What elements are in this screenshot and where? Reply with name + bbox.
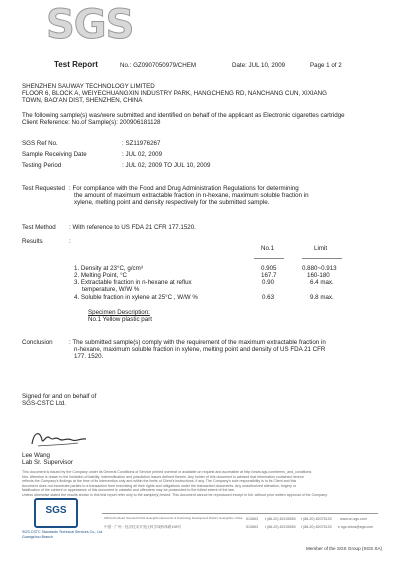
company-address-2: TOWN, BAO'AN DIST, SHENZHEN, CHINA — [22, 97, 143, 104]
footer-address: 198 Kezhu Road, Scientech Park Guangzhou Economic & Technology Development District, Guangzhou, China — [104, 516, 243, 520]
result-limit-4: 9.8 max. — [310, 294, 334, 301]
intro-line-2: Client Reference: No.of Sample(s): 200906181128 — [22, 119, 161, 126]
fine-print-5: falsification of the content or appearance of this document is unlawful and offenders may be prosecuted to the fullest extent of the law. — [22, 488, 235, 492]
conclusion-line-1: : The submitted sample(s) comply with the requirement of the maximum extractable fraction in — [69, 339, 326, 346]
report-date: Date: JUL 10, 2009 — [232, 62, 286, 69]
footer-company-1: SGS-CSTC Standards Technical Services Co., Ltd. — [22, 530, 104, 534]
footer-member: Member of the SGS Group (SGS SA) — [306, 546, 383, 551]
specimen-text: No.1 Yellow plastic part — [88, 316, 152, 323]
footer-tel: t (86-20) 82155555 — [265, 517, 296, 521]
info-value-receiving: : JUL 02, 2009 — [122, 151, 163, 158]
result-limit-1: 0.880~0.913 — [302, 265, 337, 272]
footer-company-2: Guangzhou Branch — [22, 535, 53, 539]
company-address-1: FLOOR 6, BLOCK A, WEIYECHUANGXIN INDUSTRY PARK, HANGCHENG RD, NANCHANG CUN, XIXIANG — [22, 90, 327, 97]
result-limit-3: 6.4 max. — [310, 279, 334, 286]
result-no1-4: 0.63 — [262, 294, 275, 301]
fine-print-3: reflects the Company's findings at the time of its intervention only and within the limits of Client's instructions, if any. The Company's sole responsibility is to its Client and this — [22, 479, 297, 483]
signed-line-1: Signed for and on behalf of — [22, 393, 97, 400]
footer-zip-2: 510663 — [246, 525, 258, 529]
footer-address-cn: 中国 · 广州 · 经济技术开发区科学城科珠路198号 — [104, 525, 182, 529]
test-requested-line-2: the amount of maximum extractable fraction in n-hexane, maximum soluble fraction in — [74, 192, 309, 199]
signed-line-2: SGS-CSTC Ltd. — [22, 400, 67, 407]
sgs-seal: SGS — [34, 498, 78, 528]
footer-zip-1: 510663 — [246, 517, 258, 521]
page-indicator: Page 1 of 2 — [310, 62, 342, 69]
result-item-3: 3. Extractable fraction in n-hexane at reflux — [74, 279, 192, 286]
footer-tel-2: t (86-20) 82155555 — [265, 525, 296, 529]
company-name: SHENZHEN SAUWAY TECHNOLOGY LIMITED — [22, 83, 155, 90]
footer-rule — [102, 513, 378, 514]
fine-print-2: htm. Attention is drawn to the limitation of liability, indemnification and jurisdiction issues defined therein. Any holder of this document is advised that information contained hereon — [22, 474, 304, 479]
fine-print-6: Unless otherwise stated the results shown in this test report refer only to the sample(s) tested. This document cannot be reproduced except in full, without prior written approval of the Company. — [22, 492, 328, 497]
result-limit-2: 160-180 — [307, 272, 330, 279]
report-title: Test Report — [54, 60, 98, 69]
result-no1-2: 167.7 — [261, 272, 277, 279]
footer-mail: e sgs.china@sgs.com — [338, 525, 374, 529]
intro-line-1: The following sample(s) was/were submitted and identified on behalf of the applicant as Electronic cigarettes cartridge — [22, 112, 345, 119]
info-value-testing: : JUL 02, 2009 TO JUL 10, 2009 — [122, 162, 211, 169]
test-method-label: Test Method — [22, 224, 56, 231]
info-label-testing: Testing Period — [22, 162, 62, 169]
col-no1-rule — [254, 258, 284, 259]
col-limit-rule — [302, 258, 342, 259]
conclusion-label: Conclusion — [22, 339, 53, 346]
footer-web: www.cn.sgs.com — [340, 517, 367, 521]
info-label-ref: SGS Ref No. — [22, 140, 58, 147]
results-colon: : — [69, 238, 71, 245]
info-value-ref: : SZ11976267 — [122, 140, 161, 147]
results-col-limit: Limit — [314, 245, 328, 252]
report-number: No.: GZ0907050979/CHEM — [120, 62, 197, 69]
fine-print-4: document does not exonerate parties to a transaction from exercising all their rights and obligations under the transaction documents. Any unauthorized alteration, forgery or — [22, 483, 297, 488]
signer-title: Lab Sr. Supervisor — [22, 459, 73, 466]
results-label: Results — [22, 238, 43, 245]
footer-fax: f (86-20) 82075125 — [301, 517, 332, 521]
result-item-2: 2. Melting Point, °C — [74, 272, 128, 279]
test-requested-label: Test Requested — [22, 185, 65, 192]
fine-print-1: This document is issued by the Company under its General Conditions of Service printed overleaf or available on request and accessible at http://www.sgs.com/terms_and_conditions — [22, 470, 312, 474]
result-no1-1: 0.905 — [261, 265, 277, 272]
signature-image — [28, 426, 88, 450]
sgs-logo: SGS — [46, 2, 134, 48]
test-requested-line-3: xylene, melting point and density respectively for the submitted sample. — [74, 199, 270, 206]
result-no1-3: 0.90 — [262, 279, 275, 286]
conclusion-line-3: 177. 1520. — [74, 353, 104, 360]
footer-fax-2: f (86-20) 82075125 — [301, 525, 332, 529]
result-item-1: 1. Density at 23°C, g/cm³ — [74, 265, 143, 272]
conclusion-line-2: n-hexane, maximum soluble fraction in xylene, melting point and density of US FDA 21 CFR — [74, 346, 326, 353]
info-label-receiving: Sample Receiving Date — [22, 151, 87, 158]
test-requested-line-1: : For compliance with the Food and Drug Administration Regulations for determining — [69, 185, 299, 192]
specimen-title: Specimen Description: — [88, 309, 150, 316]
results-col-no1: No.1 — [261, 245, 275, 252]
signer-name: Lee Wang — [22, 452, 50, 459]
result-item-3b: temperature, W/W % — [82, 286, 140, 293]
result-item-4: 4. Soluble fraction in xylene at 25°C , W/W % — [74, 294, 198, 301]
test-method-text: : With reference to US FDA 21 CFR 177.1520. — [69, 224, 196, 231]
